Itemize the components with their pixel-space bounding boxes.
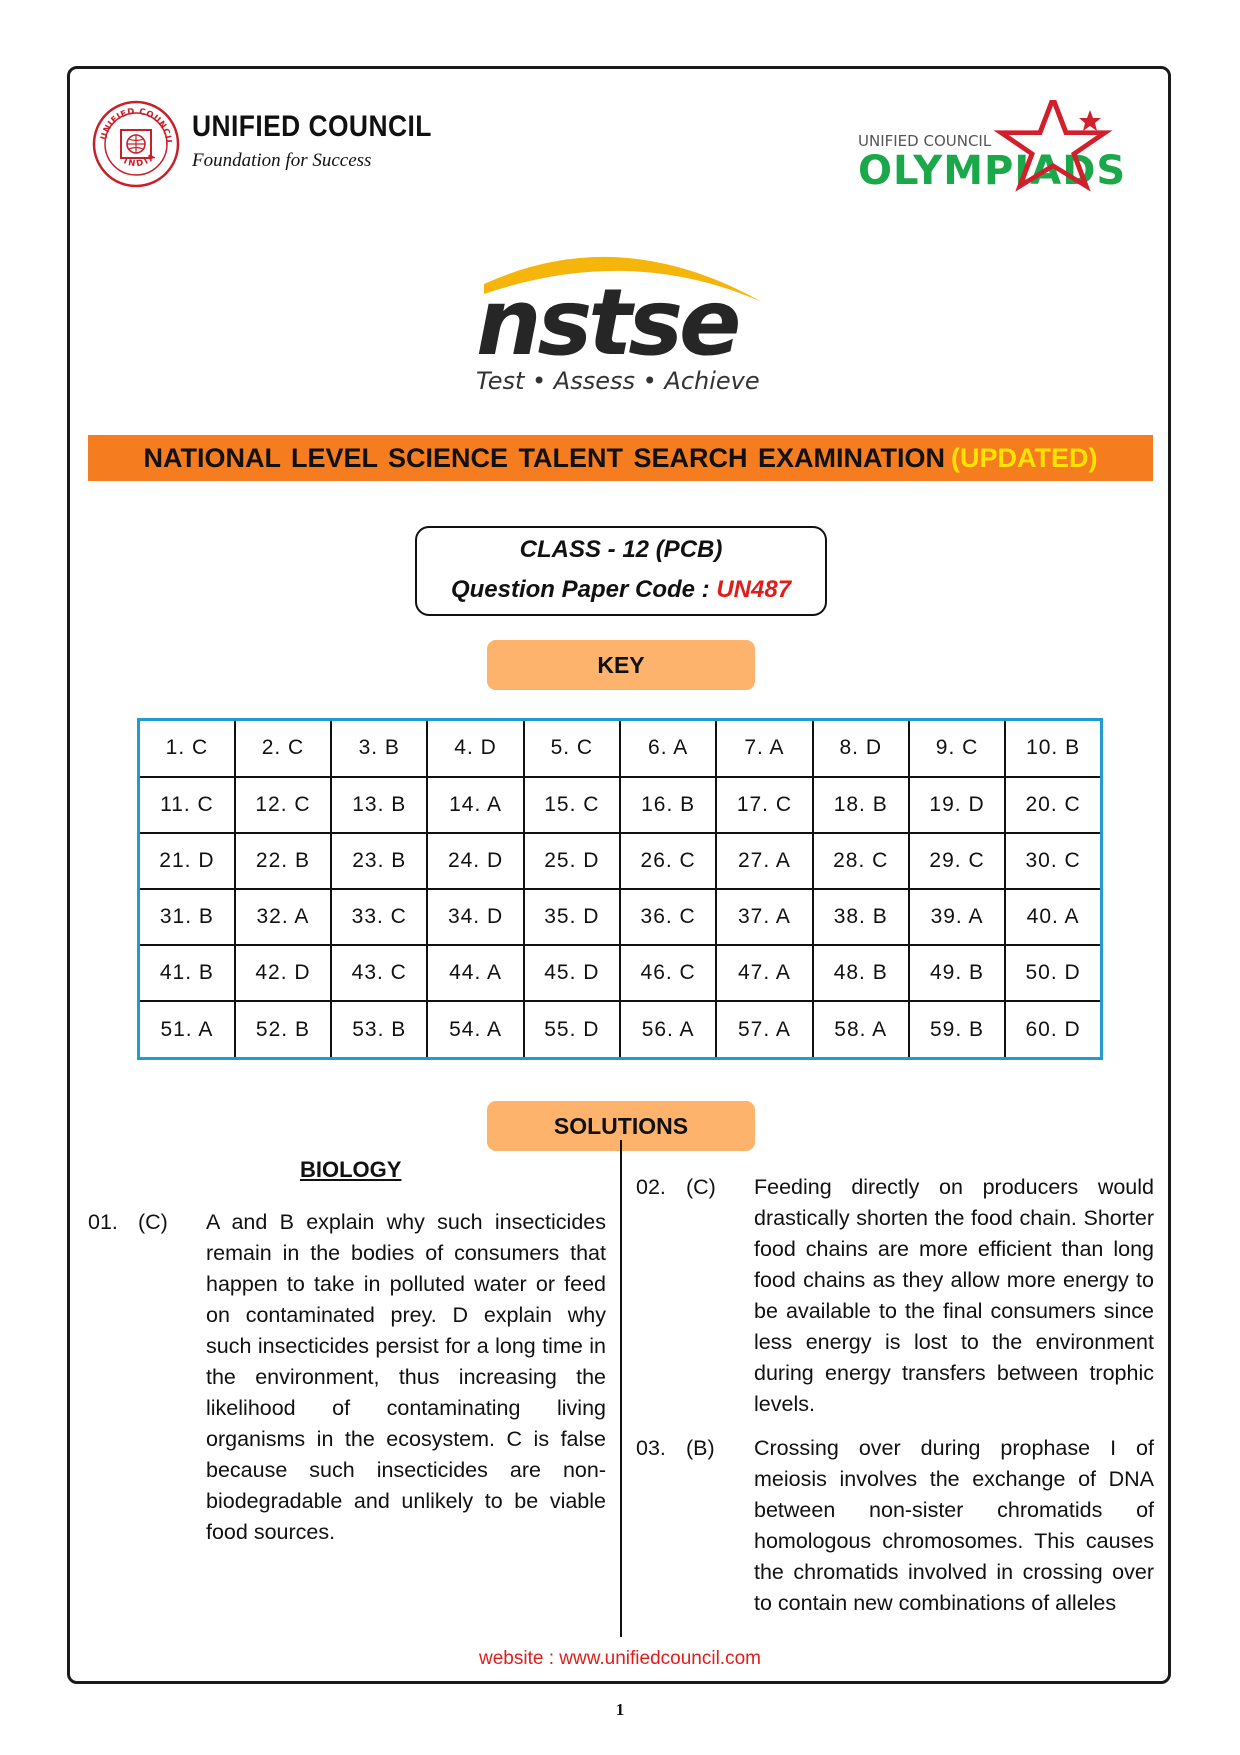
answer-key-cell: 52. B bbox=[235, 1001, 331, 1058]
council-name: UNIFIED COUNCIL bbox=[192, 110, 432, 143]
answer-key-cell: 14. A bbox=[427, 777, 523, 833]
answer-key-cell: 46. C bbox=[620, 945, 716, 1001]
solution-answer: (C) bbox=[138, 1210, 168, 1234]
answer-key-cell: 24. D bbox=[427, 833, 523, 889]
answer-key-cell: 31. B bbox=[139, 889, 235, 945]
answer-key-cell: 39. A bbox=[909, 889, 1005, 945]
solution-text: A and B explain why such insecticides remain in the bodies of consumers that happen to take in polluted water or feed on contaminated prey. D explain why such insecticides persist for a long time in the environment, thus increasing the likelihood of contaminating living organisms in the ecosystem. C is false because such insecticides are non-biodegradable and unlikely to be viable food sources. bbox=[206, 1210, 606, 1544]
answer-key-cell: 53. B bbox=[331, 1001, 427, 1058]
answer-key-cell: 30. C bbox=[1005, 833, 1101, 889]
answer-key-cell: 50. D bbox=[1005, 945, 1101, 1001]
answer-key-cell: 44. A bbox=[427, 945, 523, 1001]
olympiads-word: OLYMPIADS bbox=[858, 148, 1127, 194]
answer-key-cell: 21. D bbox=[139, 833, 235, 889]
paper-code-value: UN487 bbox=[716, 576, 792, 603]
answer-key-cell: 1. C bbox=[139, 720, 235, 777]
svg-text:INDIA: INDIA bbox=[121, 150, 159, 170]
answer-key-cell: 3. B bbox=[331, 720, 427, 777]
olympiads-small-text: UNIFIED COUNCIL bbox=[858, 132, 992, 150]
answer-key-cell: 59. B bbox=[909, 1001, 1005, 1058]
answer-key-cell: 29. C bbox=[909, 833, 1005, 889]
answer-key-cell: 40. A bbox=[1005, 889, 1101, 945]
nstse-word: nstse bbox=[476, 269, 738, 376]
svg-text:UNIFIED COUNCIL: UNIFIED COUNCIL bbox=[99, 106, 174, 146]
answer-key-table bbox=[137, 718, 1103, 1060]
answer-key-cell: 5. C bbox=[524, 720, 620, 777]
answer-key-cell: 54. A bbox=[427, 1001, 523, 1058]
answer-key-cell: 32. A bbox=[235, 889, 331, 945]
answer-key-cell: 4. D bbox=[427, 720, 523, 777]
answer-key-cell: 7. A bbox=[716, 720, 812, 777]
answer-key-cell: 18. B bbox=[813, 777, 909, 833]
answer-key-cell: 11. C bbox=[139, 777, 235, 833]
answer-key-cell: 6. A bbox=[620, 720, 716, 777]
key-heading: KEY bbox=[487, 640, 755, 690]
paper-code-label: Question Paper Code : bbox=[450, 576, 710, 603]
solutions-heading: SOLUTIONS bbox=[487, 1101, 755, 1151]
answer-key-cell: 25. D bbox=[524, 833, 620, 889]
answer-key-cell: 49. B bbox=[909, 945, 1005, 1001]
answer-key-cell: 56. A bbox=[620, 1001, 716, 1058]
unified-council-seal-logo bbox=[92, 100, 180, 188]
solution-text: Crossing over during prophase I of meiosis involves the exchange of DNA between non-sister chromatids of homologous chromosomes. This causes the chromatids involved in crossing over to contain new combinations of alleles bbox=[754, 1436, 1154, 1615]
answer-key-cell: 23. B bbox=[331, 833, 427, 889]
answer-key-cell: 26. C bbox=[620, 833, 716, 889]
solution-number: 03. bbox=[636, 1436, 666, 1460]
section-heading-biology: BIOLOGY bbox=[300, 1157, 402, 1182]
solution-answer: (B) bbox=[686, 1436, 715, 1460]
answer-key-row bbox=[139, 945, 1102, 1001]
class-info-box bbox=[415, 526, 827, 616]
answer-key-cell: 19. D bbox=[909, 777, 1005, 833]
answer-key-row bbox=[139, 833, 1102, 889]
answer-key-cell: 28. C bbox=[813, 833, 909, 889]
nstse-tagline: Test • Assess • Achieve bbox=[476, 367, 760, 395]
exam-title: NATIONAL LEVEL SCIENCE TALENT SEARCH EXAMINATION bbox=[143, 442, 946, 473]
answer-key-cell: 45. D bbox=[524, 945, 620, 1001]
column-divider bbox=[620, 1140, 622, 1637]
answer-key-row bbox=[139, 1001, 1102, 1058]
answer-key-cell: 42. D bbox=[235, 945, 331, 1001]
answer-key-cell: 37. A bbox=[716, 889, 812, 945]
answer-key-cell: 47. A bbox=[716, 945, 812, 1001]
answer-key-cell: 12. C bbox=[235, 777, 331, 833]
answer-key-cell: 20. C bbox=[1005, 777, 1101, 833]
exam-title-banner bbox=[88, 435, 1153, 481]
answer-key-cell: 35. D bbox=[524, 889, 620, 945]
answer-key-cell: 51. A bbox=[139, 1001, 235, 1058]
solution-number: 02. bbox=[636, 1175, 666, 1199]
answer-key-cell: 22. B bbox=[235, 833, 331, 889]
answer-key-cell: 9. C bbox=[909, 720, 1005, 777]
answer-key-row bbox=[139, 720, 1102, 777]
answer-key-cell: 15. C bbox=[524, 777, 620, 833]
page-number: 1 bbox=[615, 1700, 625, 1719]
answer-key-cell: 2. C bbox=[235, 720, 331, 777]
answer-key-cell: 41. B bbox=[139, 945, 235, 1001]
answer-key-cell: 33. C bbox=[331, 889, 427, 945]
paper-code-line bbox=[417, 576, 825, 604]
solution-number: 01. bbox=[88, 1210, 118, 1234]
answer-key-cell: 57. A bbox=[716, 1001, 812, 1058]
answer-key-cell: 8. D bbox=[813, 720, 909, 777]
exam-title-updated: (UPDATED) bbox=[951, 442, 1098, 473]
council-tagline: Foundation for Success bbox=[192, 150, 372, 171]
answer-key-cell: 16. B bbox=[620, 777, 716, 833]
answer-key-cell: 36. C bbox=[620, 889, 716, 945]
solution-answer: (C) bbox=[686, 1175, 716, 1199]
answer-key-cell: 10. B bbox=[1005, 720, 1101, 777]
answer-key-cell: 34. D bbox=[427, 889, 523, 945]
solution-text: Feeding directly on producers would drastically shorten the food chain. Shorter food chains are more efficient than long food chains as they allow more energy to be available to the final consumers since less energy is lost to the environment during energy transfers between trophic levels. bbox=[754, 1175, 1154, 1416]
answer-key-cell: 38. B bbox=[813, 889, 909, 945]
answer-key-cell: 27. A bbox=[716, 833, 812, 889]
answer-key-cell: 48. B bbox=[813, 945, 909, 1001]
class-label: CLASS - 12 (PCB) bbox=[519, 536, 723, 563]
answer-key-cell: 43. C bbox=[331, 945, 427, 1001]
answer-key-cell: 55. D bbox=[524, 1001, 620, 1058]
website-footer[interactable]: website : www.unifiedcouncil.com bbox=[479, 1648, 761, 1669]
answer-key-row bbox=[139, 889, 1102, 945]
nstse-logo bbox=[470, 232, 770, 402]
answer-key-cell: 13. B bbox=[331, 777, 427, 833]
answer-key-cell: 60. D bbox=[1005, 1001, 1101, 1058]
olympiads-logo bbox=[858, 100, 1158, 195]
answer-key-cell: 58. A bbox=[813, 1001, 909, 1058]
answer-key-row bbox=[139, 777, 1102, 833]
answer-key-cell: 17. C bbox=[716, 777, 812, 833]
